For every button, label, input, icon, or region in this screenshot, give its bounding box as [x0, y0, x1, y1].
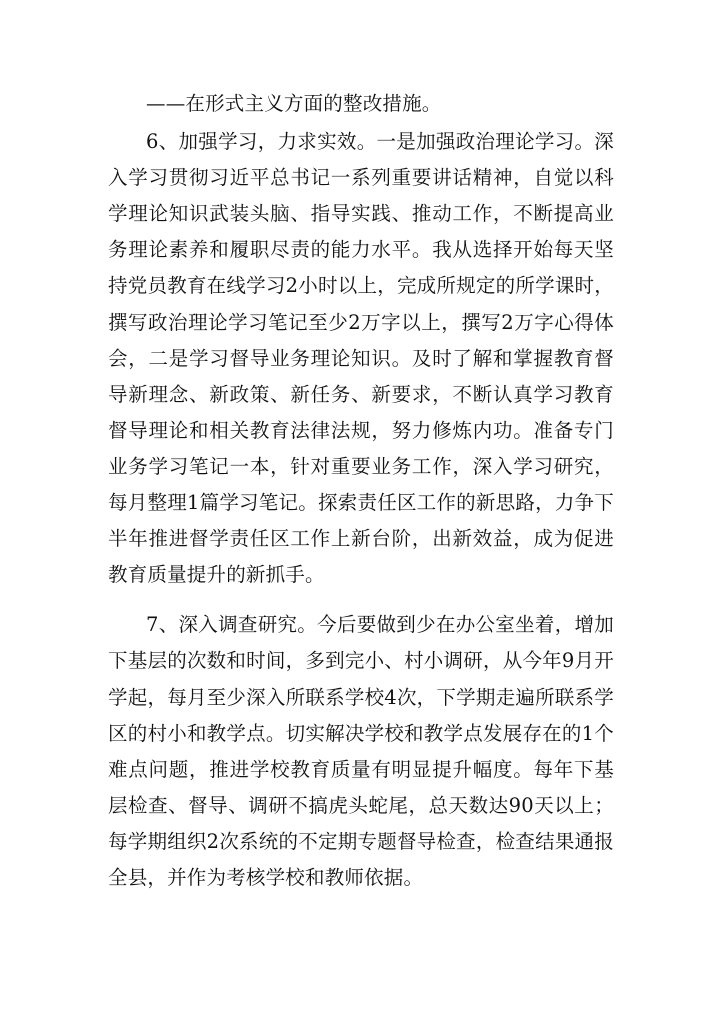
paragraph-study: 6、加强学习，力求实效。一是加强政治理论学习。深入学习贯彻习近平总书记一系列重要讲话精神，自觉以科学理论知识武装头脑、指导实践、推动工作，不断提高业务理论素养和履职尽责的能力水平。我从选择开始每天坚持党员教育在线学习2小时以上，完成所规定的所学课时，撰写政治理论学习笔记至少2万字以上，撰写2万字心得体会，二是学习督导业务理论知识。及时了解和掌握教育督导新理念、新政策、新任务、新要求，不断认真学习教育督导理论和相关教育法律法规，努力修炼内功。准备专门业务学习笔记一本，针对重要业务工作，深入学习研究，每月整理1篇学习笔记。探索责任区工作的新思路，力争下半年推进督学责任区工作上新台阶，出新效益，成为促进教育质量提升的新抓手。 [108, 130, 614, 587]
document-page [108, 86, 614, 896]
paragraph-research: 7、深入调查研究。今后要做到少在办公室坐着，增加下基层的次数和时间，多到完小、村小调研，从今年9月开学起，每月至少深入所联系学校4次，下学期走遍所联系学区的村小和教学点。切实解决学校和教学点发展存在的1个难点问题，推进学校教育质量有明显提升幅度。每年下基层检查、督导、调研不搞虎头蛇尾，总天数达90天以上；每学期组织2次系统的不定期专题督导检查，检查结果通报全县，并作为考核学校和教师依据。 [108, 613, 614, 889]
section-heading: ——在形式主义方面的整改措施。 [146, 92, 442, 115]
